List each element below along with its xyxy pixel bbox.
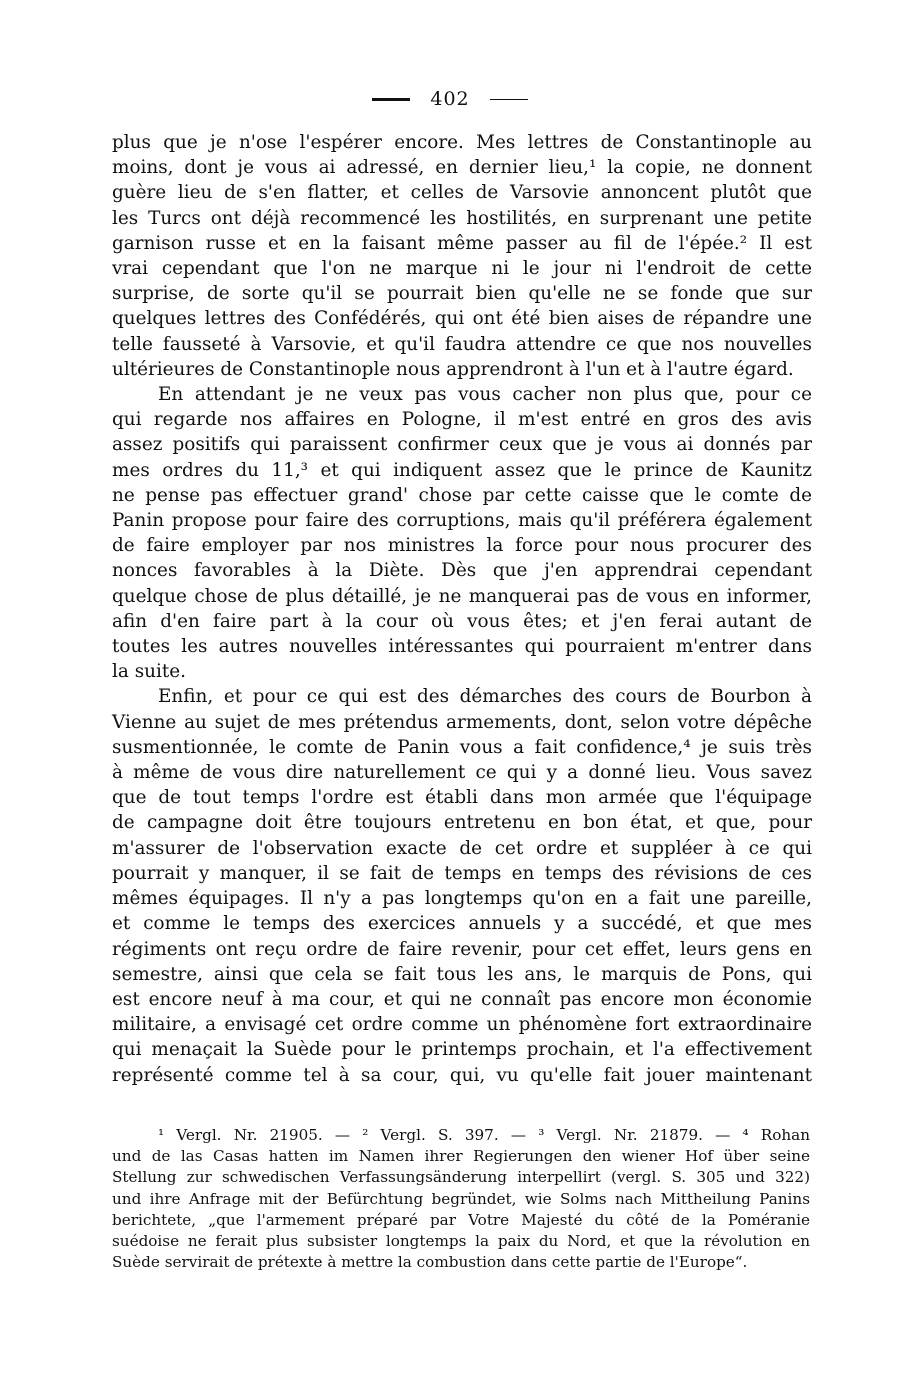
footnote-line: und de las Casas hatten im Namen ihrer Regierungen den wiener Hof über seine (112, 1147, 810, 1166)
text-line: Panin propose pour faire des corruptions, mais qu'il préférera également (112, 510, 812, 532)
text-line: qui menaçait la Suède pour le printemps prochain, et l'a effectivement (112, 1039, 812, 1061)
text-line: Enfin, et pour ce qui est des démarches des cours de Bourbon à (158, 686, 812, 708)
text-line: plus que je n'ose l'espérer encore. Mes lettres de Constantinople au (112, 132, 812, 153)
text-line: Vienne au sujet de mes prétendus armements, dont, selon votre dépêche (112, 711, 812, 733)
page-header (0, 86, 900, 112)
text-line: la suite. (112, 661, 186, 683)
text-line: régiments ont reçu ordre de faire revenir, pour cet effet, leurs gens en (112, 938, 812, 960)
text-line: telle fausseté à Varsovie, et qu'il faudra attendre ce que nos nouvelles (112, 333, 812, 355)
text-line: semestre, ainsi que cela se fait tous les ans, le marquis de Pons, qui (112, 963, 812, 985)
text-line: assez positifs qui paraissent confirmer ceux que je vous ai donnés par (112, 434, 812, 456)
text-line: militaire, a envisagé cet ordre comme un phénomène fort extraordinaire (112, 1014, 812, 1036)
footnote-line: suédoise ne ferait plus subsister longtemps la paix du Nord, et que la révolution en (112, 1232, 810, 1251)
text-line: pourrait y manquer, il se fait de temps en temps des révisions de ces (112, 862, 812, 884)
footnote-line: ¹ Vergl. Nr. 21905. — ² Vergl. S. 397. — ³ Vergl. Nr. 21879. — ⁴ Rohan (158, 1126, 810, 1144)
text-line: En attendant je ne veux pas vous cacher non plus que, pour ce (158, 384, 812, 406)
header-rule-right (490, 99, 528, 100)
text-line: et comme le temps des exercices annuels y a succédé, et que mes (112, 913, 812, 935)
footnotes (112, 1125, 810, 1273)
text-line: de campagne doit être toujours entretenu en bon état, et que, pour (112, 812, 812, 834)
text-line: vrai cependant que l'on ne marque ni le jour ni l'endroit de cette (112, 258, 812, 280)
text-line: mes ordres du 11,³ et qui indiquent assez que le prince de Kaunitz (112, 459, 812, 481)
text-line: m'assurer de l'observation exacte de cet ordre et suppléer à ce qui (112, 837, 812, 859)
text-line: moins, dont je vous ai adressé, en dernier lieu,¹ la copie, ne donnent (112, 157, 812, 179)
text-line: mêmes équipages. Il n'y a pas longtemps qu'on en a fait une pareille, (112, 888, 812, 910)
text-line: les Turcs ont déjà recommencé les hostilités, en surprenant une petite (112, 207, 812, 229)
text-line: garnison russe et en la faisant même passer au fil de l'épée.² Il est (112, 232, 812, 254)
text-line: représenté comme tel à sa cour, qui, vu qu'elle fait jouer maintenant (112, 1064, 812, 1086)
footnote-line: Suède servirait de prétexte à mettre la combustion dans cette partie de l'Europe“. (112, 1253, 748, 1272)
footnote-line: berichtete, „que l'armement préparé par Votre Majesté du côté de la Poméranie (112, 1210, 810, 1229)
text-line: de faire employer par nos ministres la force pour nous procurer des (112, 535, 812, 557)
footnote-line: und ihre Anfrage mit der Befürchtung begründet, wie Solms nach Mittheilung Panins (112, 1189, 810, 1208)
text-line: susmentionnée, le comte de Panin vous a fait confidence,⁴ je suis très (112, 736, 812, 758)
text-line: ne pense pas effectuer grand' chose par cette caisse que le comte de (112, 484, 812, 506)
page-number: 402 (430, 88, 470, 110)
text-line: surprise, de sorte qu'il se pourrait bien qu'elle ne se fonde que sur (112, 283, 812, 305)
text-line: quelque chose de plus détaillé, je ne manquerai pas de vous en informer, (112, 585, 812, 607)
text-line: ultérieures de Constantinople nous apprendront à l'un et à l'autre égard. (112, 358, 794, 380)
text-line: afin d'en faire part à la cour où vous êtes; et j'en ferai autant de (112, 610, 812, 632)
text-line: toutes les autres nouvelles intéressantes qui pourraient m'entrer dans (112, 636, 812, 658)
header-rule-left (372, 98, 410, 101)
body-text (112, 130, 812, 1088)
footnote-line: Stellung zur schwedischen Verfassungsänderung interpellirt (vergl. S. 305 und 322) (112, 1168, 810, 1187)
text-line: nonces favorables à la Diète. Dès que j'en apprendrai cependant (112, 560, 812, 582)
text-line: est encore neuf à ma cour, et qui ne connaît pas encore mon économie (112, 988, 812, 1010)
text-line: qui regarde nos affaires en Pologne, il m'est entré en gros des avis (112, 409, 812, 431)
text-line: guère lieu de s'en flatter, et celles de Varsovie annoncent plutôt que (112, 182, 812, 204)
text-line: quelques lettres des Confédérés, qui ont été bien aises de répandre une (112, 308, 812, 330)
text-line: que de tout temps l'ordre est établi dans mon armée que l'équipage (112, 787, 812, 809)
text-line: à même de vous dire naturellement ce qui y a donné lieu. Vous savez (112, 762, 812, 784)
